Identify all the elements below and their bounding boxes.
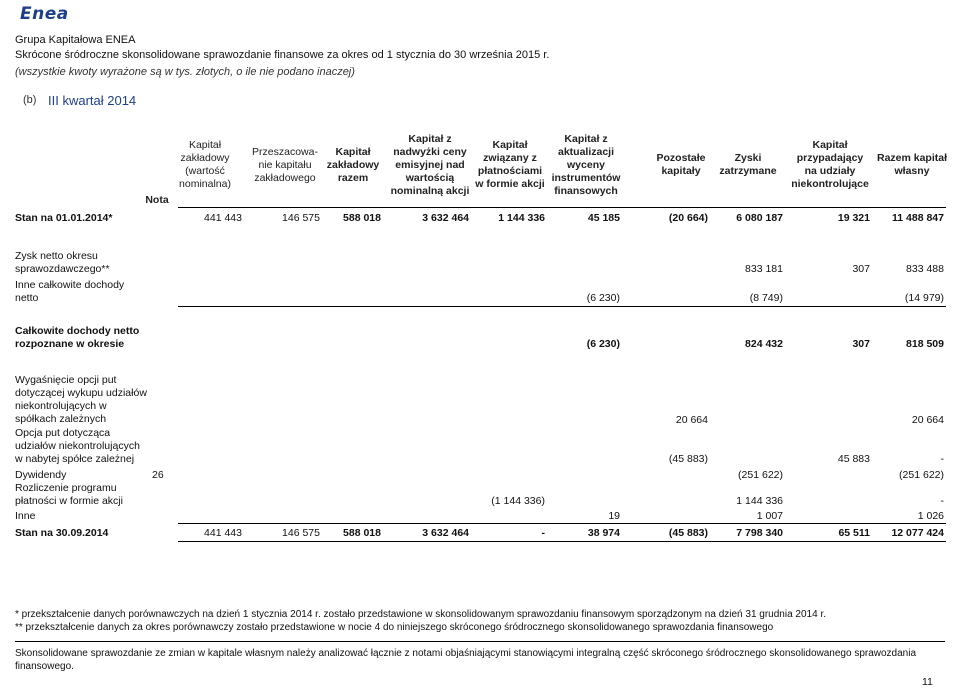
col-header-non-controlling: Kapitał przypadający na udziały niekontrolujące bbox=[791, 139, 869, 190]
col-header-total-equity: Razem kapitał własny bbox=[876, 152, 948, 177]
row-label-total-income: Całkowite dochody netto rozpoznane w okresie bbox=[15, 325, 140, 350]
closing-c5: - bbox=[541, 527, 545, 539]
opening-c7: (20 664) bbox=[668, 212, 708, 224]
settlement-c8: 1 144 336 bbox=[736, 495, 783, 507]
opening-c5: 1 144 336 bbox=[498, 212, 545, 224]
col-header-other-capital: Pozostałe kapitały bbox=[656, 152, 706, 177]
analysis-note-line2: finansowego. bbox=[15, 661, 74, 672]
closing-c7: (45 883) bbox=[668, 527, 708, 539]
dividends-c8: (251 622) bbox=[738, 469, 783, 481]
closing-c4: 3 632 464 bbox=[422, 527, 469, 539]
row-label-put-expiry: Wygaśnięcie opcji put dotyczącej wykupu udziałów niekontrolujących w spółkach zależnych bbox=[15, 374, 147, 425]
closing-c8: 7 798 340 bbox=[736, 527, 783, 539]
opening-c2: 146 575 bbox=[282, 212, 320, 224]
col-header-share-premium: Kapitał z nadwyżki ceny emisyjnej nad wartością nominalną akcji bbox=[390, 133, 470, 197]
opening-c8: 6 080 187 bbox=[736, 212, 783, 224]
closing-c9: 65 511 bbox=[838, 527, 870, 539]
footnote-1: * przekształcenie danych porównawczych na dzień 1 stycznia 2014 r. zostało przedstawione w skonsolidowanym sprawozdaniu finansowym sporządzonym na dzień 31 grudnia 2014 r. bbox=[15, 609, 827, 620]
closing-rule bbox=[178, 541, 946, 542]
total-income-c10: 818 509 bbox=[906, 338, 944, 350]
settlement-c10: - bbox=[940, 495, 944, 507]
opening-c1: 441 443 bbox=[204, 212, 242, 224]
col-header-revaluation-share-capital: Przeszacowa- nie kapitału zakładowego bbox=[252, 146, 318, 184]
closing-c10: 12 077 424 bbox=[891, 527, 944, 539]
opening-c9: 19 321 bbox=[837, 212, 870, 224]
page-number: 11 bbox=[922, 676, 933, 688]
closing-c3: 588 018 bbox=[343, 527, 381, 539]
opening-c3: 588 018 bbox=[343, 212, 381, 224]
footnote-2: ** przekształcenie danych za okres porównawczy zostało przedstawione w nocie 4 do niniejszego skróconego śródrocznego skonsolidowanego sprawozdania finansowego bbox=[15, 622, 774, 633]
enea-logo: Enea bbox=[20, 4, 69, 24]
opening-c4: 3 632 464 bbox=[422, 212, 469, 224]
analysis-note-line1: Skonsolidowane sprawozdanie ze zmian w kapitale własnym należy analizować łącznie z notami objaśniającymi stanowiącymi integralną część skróconego śródrocznego skonsolidowanego sprawozdania bbox=[15, 648, 917, 659]
put-expiry-c10: 20 664 bbox=[911, 414, 944, 426]
oci-c10: (14 979) bbox=[904, 292, 944, 304]
row-label-oci: Inne całkowite dochody netto bbox=[15, 279, 125, 304]
section-title: III kwartał 2014 bbox=[48, 93, 137, 108]
total-income-c6: (6 230) bbox=[586, 338, 620, 350]
col-header-share-capital-nominal: Kapitał zakładowy (wartość nominalna) bbox=[179, 139, 231, 190]
net-profit-c10: 833 488 bbox=[906, 263, 944, 275]
put-expiry-c7: 20 664 bbox=[675, 414, 708, 426]
oci-c8: (8 749) bbox=[749, 292, 783, 304]
total-income-c8: 824 432 bbox=[745, 338, 783, 350]
opening-c6: 45 185 bbox=[587, 212, 620, 224]
oci-c6: (6 230) bbox=[586, 292, 620, 304]
closing-c2: 146 575 bbox=[282, 527, 320, 539]
net-profit-c9: 307 bbox=[852, 263, 870, 275]
row-label-put-option: Opcja put dotycząca udziałów niekontrolujących w nabytej spółce zależnej bbox=[15, 427, 140, 465]
net-profit-c8: 833 181 bbox=[745, 263, 783, 275]
col-header-share-based-payments: Kapitał związany z płatnościami w formie akcji bbox=[475, 139, 545, 190]
put-option-c9: 45 883 bbox=[837, 453, 870, 465]
company-name: Grupa Kapitałowa ENEA bbox=[15, 34, 136, 46]
header-rule bbox=[178, 207, 946, 208]
put-option-c7: (45 883) bbox=[668, 453, 708, 465]
report-title: Skrócone śródroczne skonsolidowane sprawozdanie finansowe za okres od 1 stycznia do 30 września 2015 r. bbox=[15, 49, 550, 61]
dividends-nota: 26 bbox=[152, 469, 164, 481]
other-c6: 19 bbox=[608, 510, 620, 522]
units-note: (wszystkie kwoty wyrażone są w tys. złotych, o ile nie podano inaczej) bbox=[15, 66, 355, 78]
row-label-dividends: Dywidendy bbox=[15, 469, 67, 481]
row-label-opening: Stan na 01.01.2014* bbox=[15, 212, 113, 224]
oci-rule bbox=[178, 306, 946, 307]
closing-c6: 38 974 bbox=[587, 527, 620, 539]
settlement-c5: (1 144 336) bbox=[491, 495, 545, 507]
col-header-nota: Nota bbox=[145, 194, 169, 206]
opening-c10: 11 488 847 bbox=[892, 212, 944, 224]
row-label-net-profit: Zysk netto okresu sprawozdawczego** bbox=[15, 250, 110, 275]
row-label-other: Inne bbox=[15, 510, 36, 522]
col-header-retained-earnings: Zyski zatrzymane bbox=[719, 152, 777, 177]
other-c10: 1 026 bbox=[917, 510, 944, 522]
col-header-revaluation-instruments: Kapitał z aktualizacji wyceny instrumentów finansowych bbox=[551, 133, 621, 197]
total-income-c9: 307 bbox=[852, 338, 870, 350]
closing-c1: 441 443 bbox=[204, 527, 242, 539]
footnote-rule bbox=[15, 641, 945, 642]
section-letter: (b) bbox=[23, 94, 37, 106]
dividends-c10: (251 622) bbox=[899, 469, 944, 481]
row-label-closing: Stan na 30.09.2014 bbox=[15, 527, 109, 539]
put-option-c10: - bbox=[940, 453, 944, 465]
row-label-settlement: Rozliczenie programu płatności w formie akcji bbox=[15, 482, 123, 507]
col-header-share-capital-total: Kapitał zakładowy razem bbox=[326, 146, 380, 184]
other-c8: 1 007 bbox=[756, 510, 783, 522]
other-rule bbox=[178, 523, 946, 524]
